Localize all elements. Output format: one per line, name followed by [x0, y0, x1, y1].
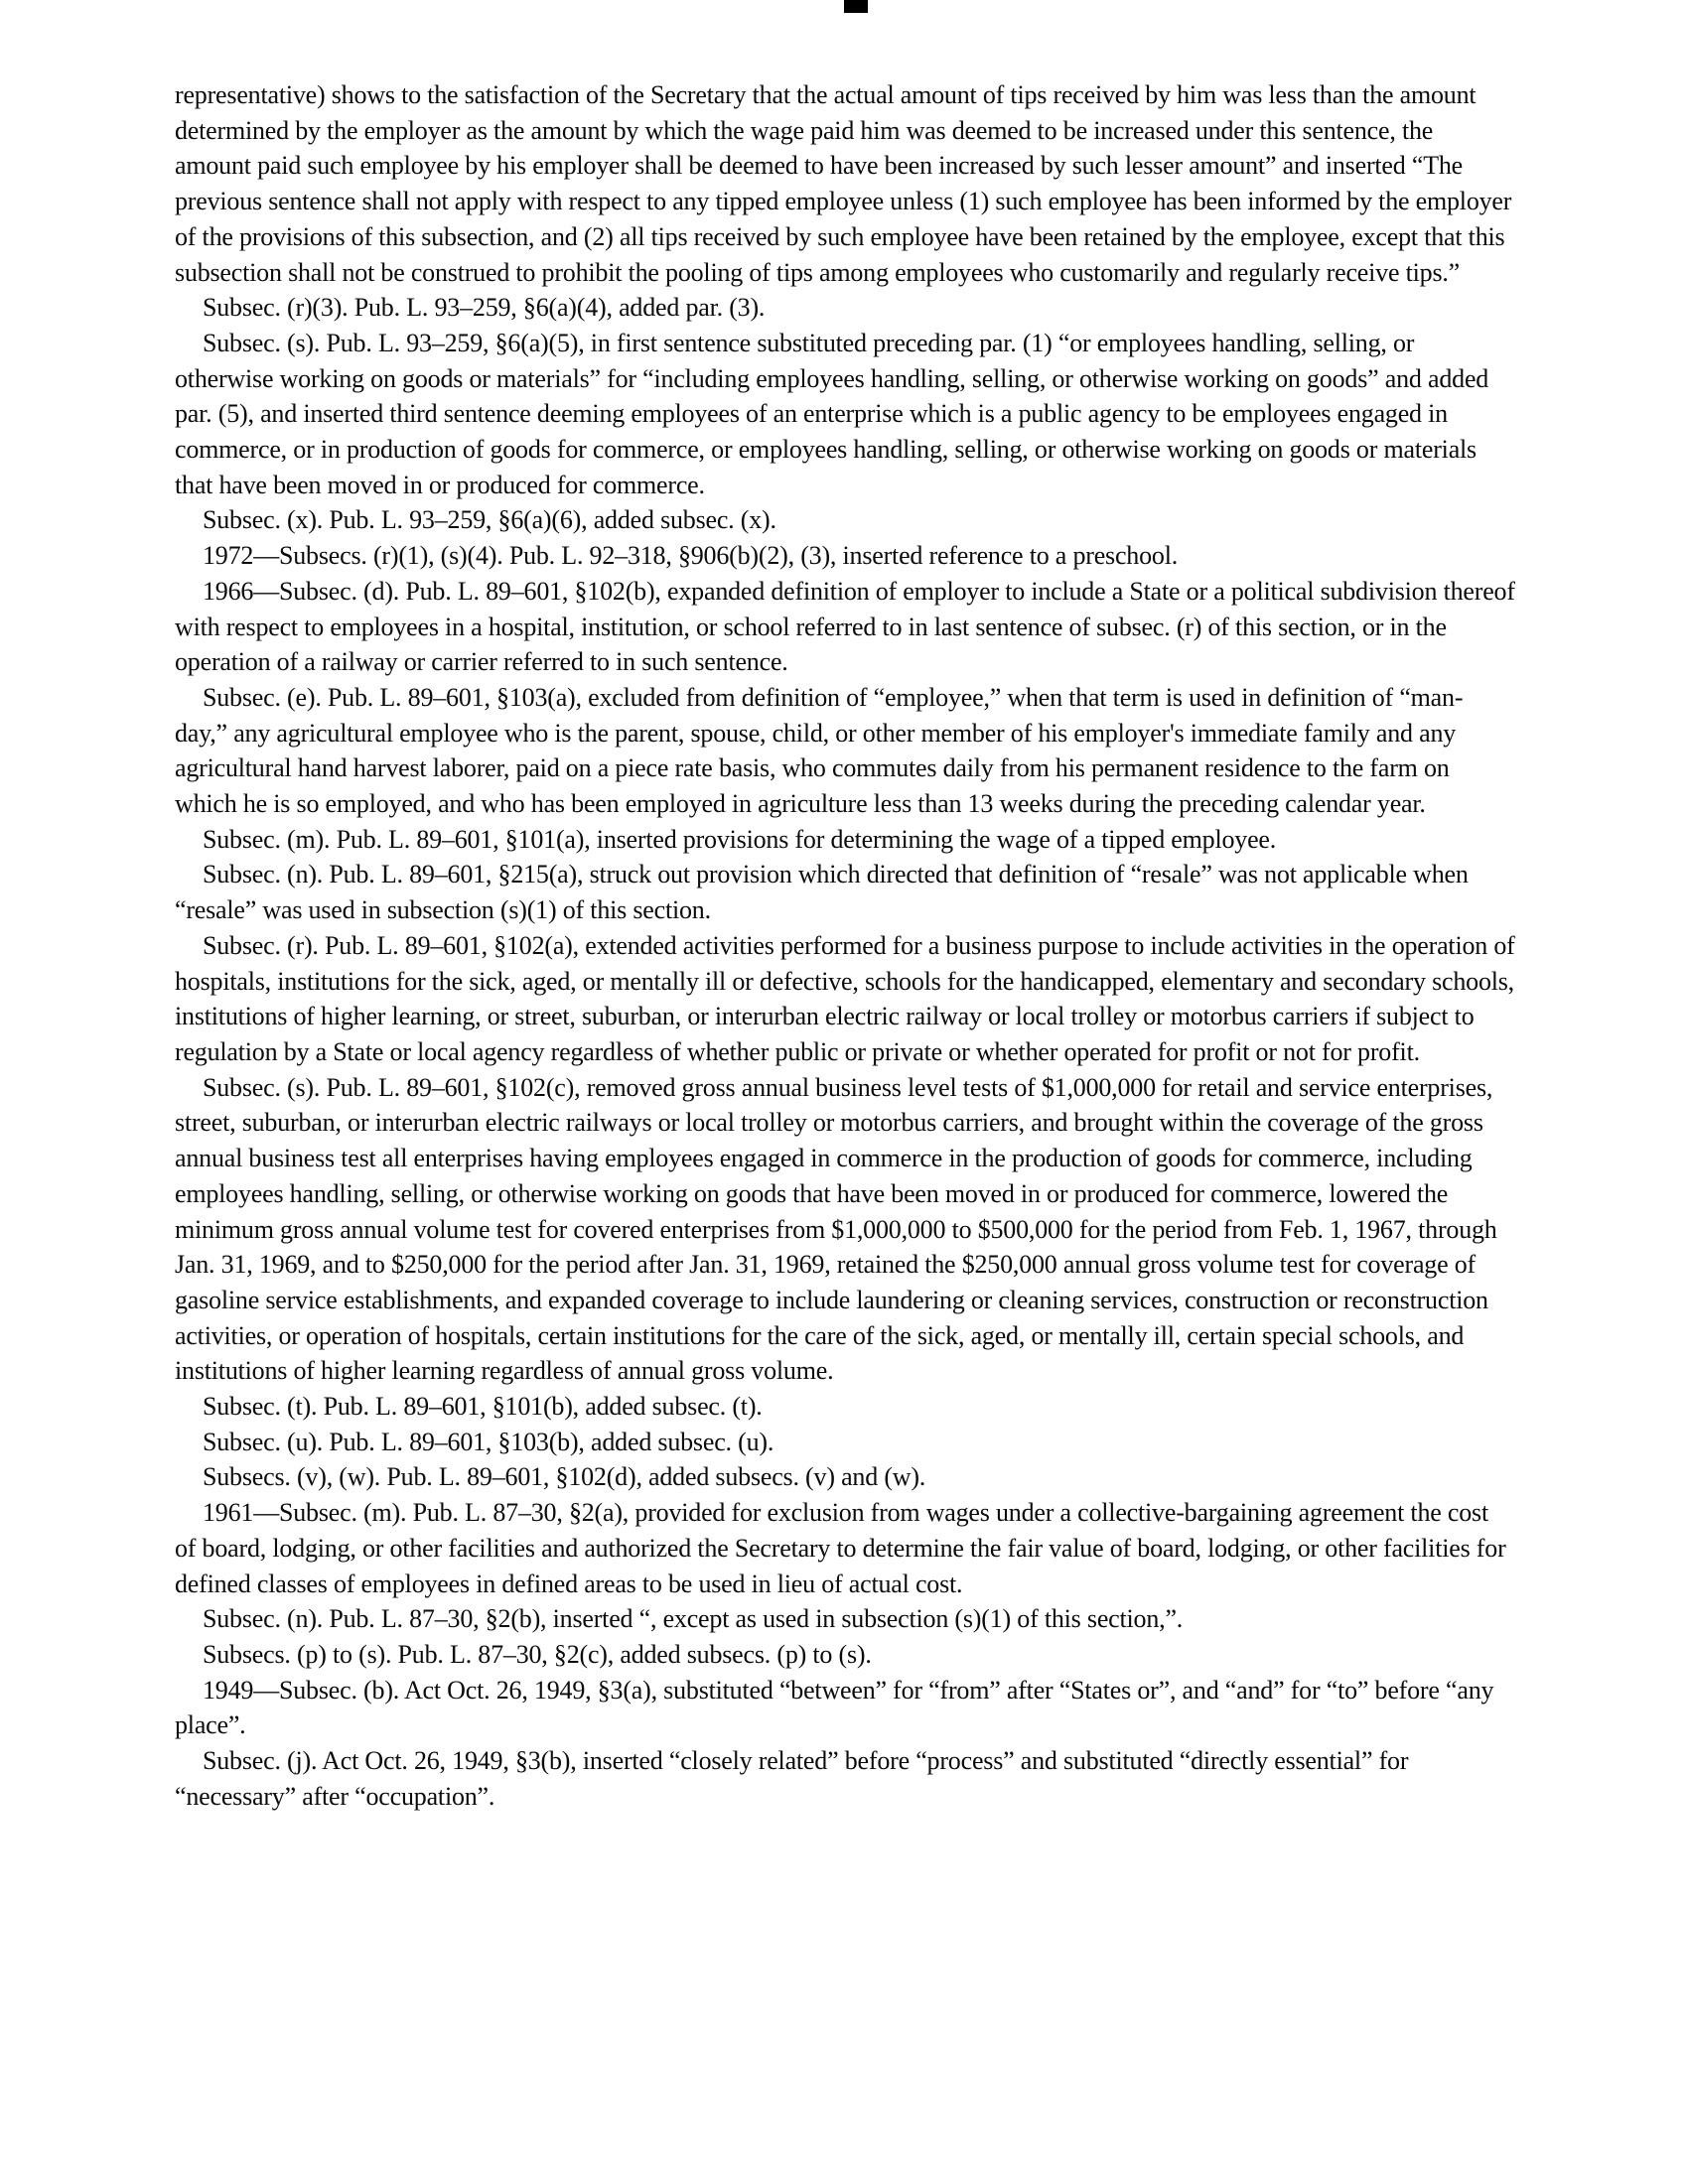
paragraph: Subsec. (t). Pub. L. 89–601, §101(b), added subsec. (t). [203, 1392, 763, 1422]
amendment-notes-text [175, 77, 1515, 1814]
paragraph: Subsec. (r). Pub. L. 89–601, §102(a), extended activities performed for a business purpose to include activities in the operation of hospitals, institutions for the sick, aged, or mentally ill or defective, schools for the handicapped, elementary and secondary schools, institutions of higher learning, or street, suburban, or interurban electric railway or local trolley or motorbus carriers if subject to regulation by a State or local agency regardless of whether public or private or whether operated for profit or not for profit. [175, 930, 1515, 1066]
paragraph: Subsec. (m). Pub. L. 89–601, §101(a), inserted provisions for determining the wage of a tipped employee. [203, 824, 1277, 854]
paragraph: Subsec. (e). Pub. L. 89–601, §103(a), excluded from definition of “employee,” when that term is used in definition of “man-day,” any agricultural employee who is the parent, spouse, child, or other member of his employer's immediate family and any agricultural hand harvest laborer, paid on a piece rate basis, who commutes daily from his permanent residence to the farm on which he is so employed, and who has been employed in agriculture less than 13 weeks during the preceding calendar year. [175, 682, 1464, 819]
scan-artifact-top-tick [844, 0, 868, 13]
paragraph: Subsecs. (v), (w). Pub. L. 89–601, §102(d), added subsecs. (v) and (w). [203, 1462, 926, 1492]
paragraph: Subsec. (r)(3). Pub. L. 93–259, §6(a)(4), added par. (3). [203, 293, 766, 323]
paragraph: 1972—Subsecs. (r)(1), (s)(4). Pub. L. 92–318, §906(b)(2), (3), inserted reference to a preschool. [203, 541, 1179, 571]
paragraph: Subsec. (x). Pub. L. 93–259, §6(a)(6), added subsec. (x). [203, 505, 776, 535]
paragraph: Subsec. (n). Pub. L. 89–601, §215(a), struck out provision which directed that definition of “resale” was not applicable when “resale” was used in subsection (s)(1) of this section. [175, 860, 1469, 925]
paragraph: 1961—Subsec. (m). Pub. L. 87–30, §2(a), provided for exclusion from wages under a collective-bargaining agreement the cost of board, lodging, or other facilities and authorized the Secretary to determine the fair value of board, lodging, or other facilities for defined classes of employees in defined areas to be used in lieu of actual cost. [175, 1498, 1506, 1598]
paragraph: Subsec. (n). Pub. L. 87–30, §2(b), inserted “, except as used in subsection (s)(1) of this section,”. [203, 1604, 1184, 1634]
paragraph: Subsecs. (p) to (s). Pub. L. 87–30, §2(c), added subsecs. (p) to (s). [203, 1639, 872, 1669]
paragraph: Subsec. (j). Act Oct. 26, 1949, §3(b), inserted “closely related” before “process” and substituted “directly essential” for “necessary” after “occupation”. [175, 1746, 1409, 1811]
paragraph: representative) shows to the satisfaction of the Secretary that the actual amount of tips received by him was less than the amount determined by the employer as the amount by which the wage paid him was deemed to be increased under this sentence, the amount paid such employee by his employer shall be deemed to have been increased by such lesser amount” and inserted “The previous sentence shall not apply with respect to any tipped employee unless (1) such employee has been informed by the employer of the provisions of this subsection, and (2) all tips received by such employee have been retained by the employee, except that this subsection shall not be construed to prohibit the pooling of tips among employees who customarily and regularly receive tips.” [175, 80, 1512, 287]
paragraph: 1966—Subsec. (d). Pub. L. 89–601, §102(b), expanded definition of employer to include a State or a political subdivision thereof with respect to employees in a hospital, institution, or school referred to in last sentence of subsec. (r) of this section, or in the operation of a railway or carrier referred to in such sentence. [175, 576, 1515, 677]
paragraph: Subsec. (s). Pub. L. 89–601, §102(c), removed gross annual business level tests of $1,000,000 for retail and service enterprises, street, suburban, or interurban electric railways or local trolley or motorbus carriers, and brought within the coverage of the gross annual business test all enterprises having employees engaged in commerce in the production of goods for commerce, including employees handling, selling, or otherwise working on goods that have been moved in or produced for commerce, lowered the minimum gross annual volume test for covered enterprises from $1,000,000 to $500,000 for the period from Feb. 1, 1967, through Jan. 31, 1969, and to $250,000 for the period after Jan. 31, 1969, retained the $250,000 annual gross volume test for coverage of gasoline service establishments, and expanded coverage to include laundering or cleaning services, construction or reconstruction activities, or operation of hospitals, certain institutions for the care of the sick, aged, or mentally ill, certain special schools, and institutions of higher learning regardless of annual gross volume. [175, 1072, 1497, 1386]
paragraph: Subsec. (u). Pub. L. 89–601, §103(b), added subsec. (u). [203, 1427, 774, 1456]
paragraph: Subsec. (s). Pub. L. 93–259, §6(a)(5), in first sentence substituted preceding par. (1) “or employees handling, selling, or otherwise working on goods or materials” for “including employees handling, selling, or otherwise working on goods” and added par. (5), and inserted third sentence deeming employees of an enterprise which is a public agency to be employees engaged in commerce, or in production of goods for commerce, or employees handling, selling, or otherwise working on goods or materials that have been moved in or produced for commerce. [175, 328, 1489, 499]
paragraph: 1949—Subsec. (b). Act Oct. 26, 1949, §3(a), substituted “between” for “from” after “States or”, and “and” for “to” before “any place”. [175, 1675, 1494, 1740]
